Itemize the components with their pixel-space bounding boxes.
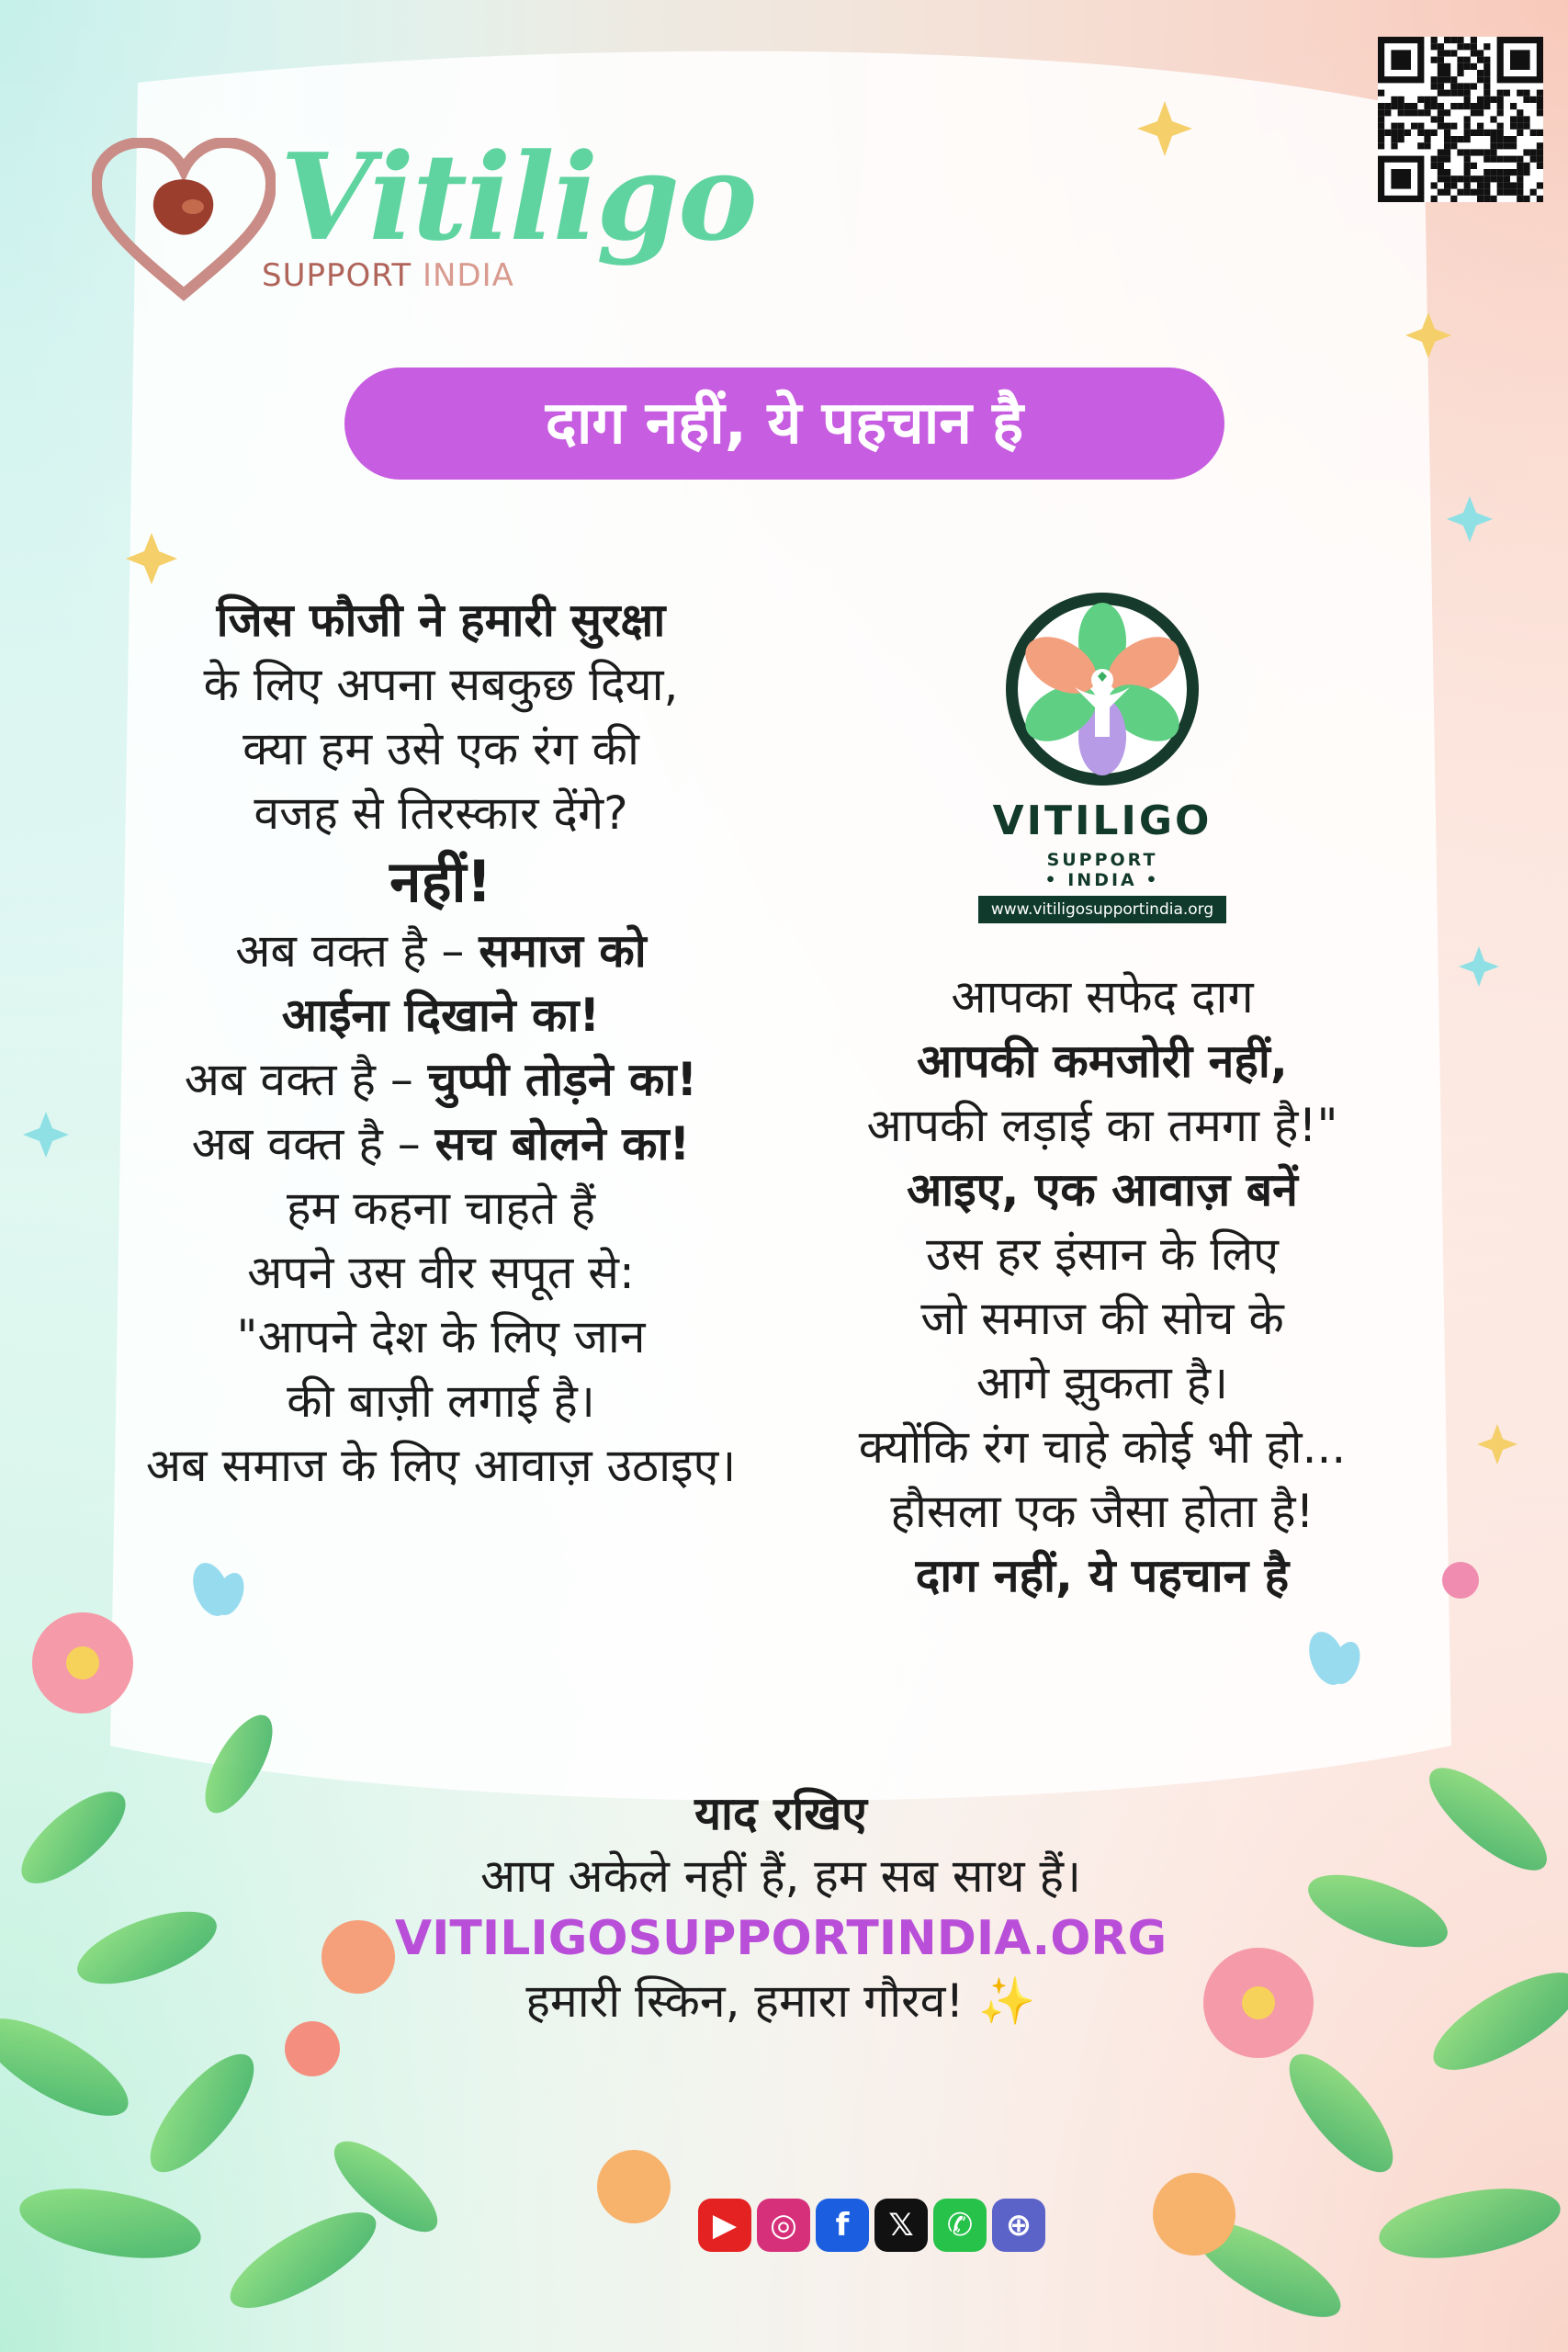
flower-emblem-icon (1001, 588, 1203, 790)
poem-line: अपने उस वीर सपूत से: (247, 1246, 635, 1299)
brand-logo (92, 127, 756, 312)
qr-code[interactable] (1378, 37, 1543, 202)
poem-line-emphasis: नहीं! (389, 848, 492, 915)
x-icon[interactable]: 𝕏 (874, 2199, 928, 2252)
poem-phrase-bold: समाज को (479, 924, 647, 978)
logo-sub-main: SUPPORT (262, 257, 412, 294)
poem-line: वजह से तिरस्कार देंगे? (254, 786, 628, 840)
poem-line: "आपने देश के लिए जान (236, 1310, 646, 1363)
emblem-sub-line: SUPPORT (1046, 850, 1158, 870)
whatsapp-icon[interactable]: ✆ (933, 2199, 987, 2252)
poem-line: आपका सफेद दाग (951, 970, 1254, 1023)
emblem-sub-line: • INDIA • (1044, 870, 1160, 890)
poem-phrase-bold: चुप्पी तोड़ने का! (427, 1053, 698, 1106)
poem-line: जिस फौजी ने हमारी सुरक्षा (216, 594, 666, 647)
poem-line: की बाज़ी लगाई है। (287, 1374, 595, 1428)
website-icon[interactable]: ⊕ (992, 2199, 1045, 2252)
emblem-logo (964, 588, 1240, 928)
logo-wordmark: Vitiligo (280, 127, 756, 267)
footer-heading: याद रखिए (694, 1787, 867, 1840)
footer-message (321, 1782, 1240, 2032)
right-poem (808, 965, 1396, 1608)
poem-line: आइए, एक आवाज़ बनें (907, 1163, 1298, 1216)
poem-line: आपकी कमजोरी नहीं, (917, 1035, 1288, 1088)
poem-line: क्या हम उसे एक रंग की (243, 722, 639, 775)
footer-line: आप अकेले नहीं हैं, हम सब साथ हैं। (480, 1849, 1081, 1903)
poem-line: आगे झुकता है। (976, 1356, 1229, 1409)
poem-phrase: अब वक्त है – (191, 1117, 421, 1170)
heart-logo-icon (92, 138, 276, 303)
left-poem (110, 588, 772, 1498)
poem-line: हौसला एक जैसा होता है! (890, 1485, 1314, 1538)
logo-sub-accent: INDIA (422, 257, 514, 294)
youtube-icon[interactable]: ▶ (698, 2199, 751, 2252)
poem-line: जो समाज की सोच के (920, 1292, 1284, 1345)
poem-line (110, 1047, 772, 1112)
poem-line: आईना दिखाने का! (281, 989, 601, 1042)
title-banner: दाग नहीं, ये पहचान है (344, 368, 1224, 480)
poem-line: क्योंकि रंग चाहे कोई भी हो... (858, 1420, 1347, 1474)
poem-phrase: अब वक्त है – (235, 924, 465, 978)
poem-line (110, 1112, 772, 1176)
social-icons (698, 2199, 1045, 2254)
poem-line: उस हर इंसान के लिए (926, 1227, 1279, 1281)
emblem-sub (964, 850, 1240, 890)
poem-line: आपकी लड़ाई का तमगा है!" (866, 1099, 1338, 1152)
footer-line: हमारी स्किन, हमारा गौरव! ✨ (525, 1974, 1036, 2028)
poem-line: के लिए अपना सबकुछ दिया, (203, 658, 679, 711)
poem-line: अब समाज के लिए आवाज़ उठाइए। (145, 1439, 737, 1492)
poem-line: हम कहना चाहते हैं (286, 1182, 596, 1235)
poem-line (110, 919, 772, 983)
emblem-name: VITILIGO (992, 797, 1213, 844)
poem-phrase-bold: सच बोलने का! (434, 1117, 691, 1170)
facebook-icon[interactable]: f (816, 2199, 869, 2252)
poem-phrase: अब वक्त है – (184, 1053, 413, 1106)
website-link[interactable]: VITILIGOSUPPORTINDIA.ORG (394, 1911, 1168, 1966)
emblem-url[interactable]: www.vitiligosupportindia.org (978, 896, 1226, 923)
instagram-icon[interactable]: ◎ (757, 2199, 810, 2252)
poem-line: दाग नहीं, ये पहचान है (915, 1549, 1290, 1602)
logo-subtitle (262, 257, 514, 294)
